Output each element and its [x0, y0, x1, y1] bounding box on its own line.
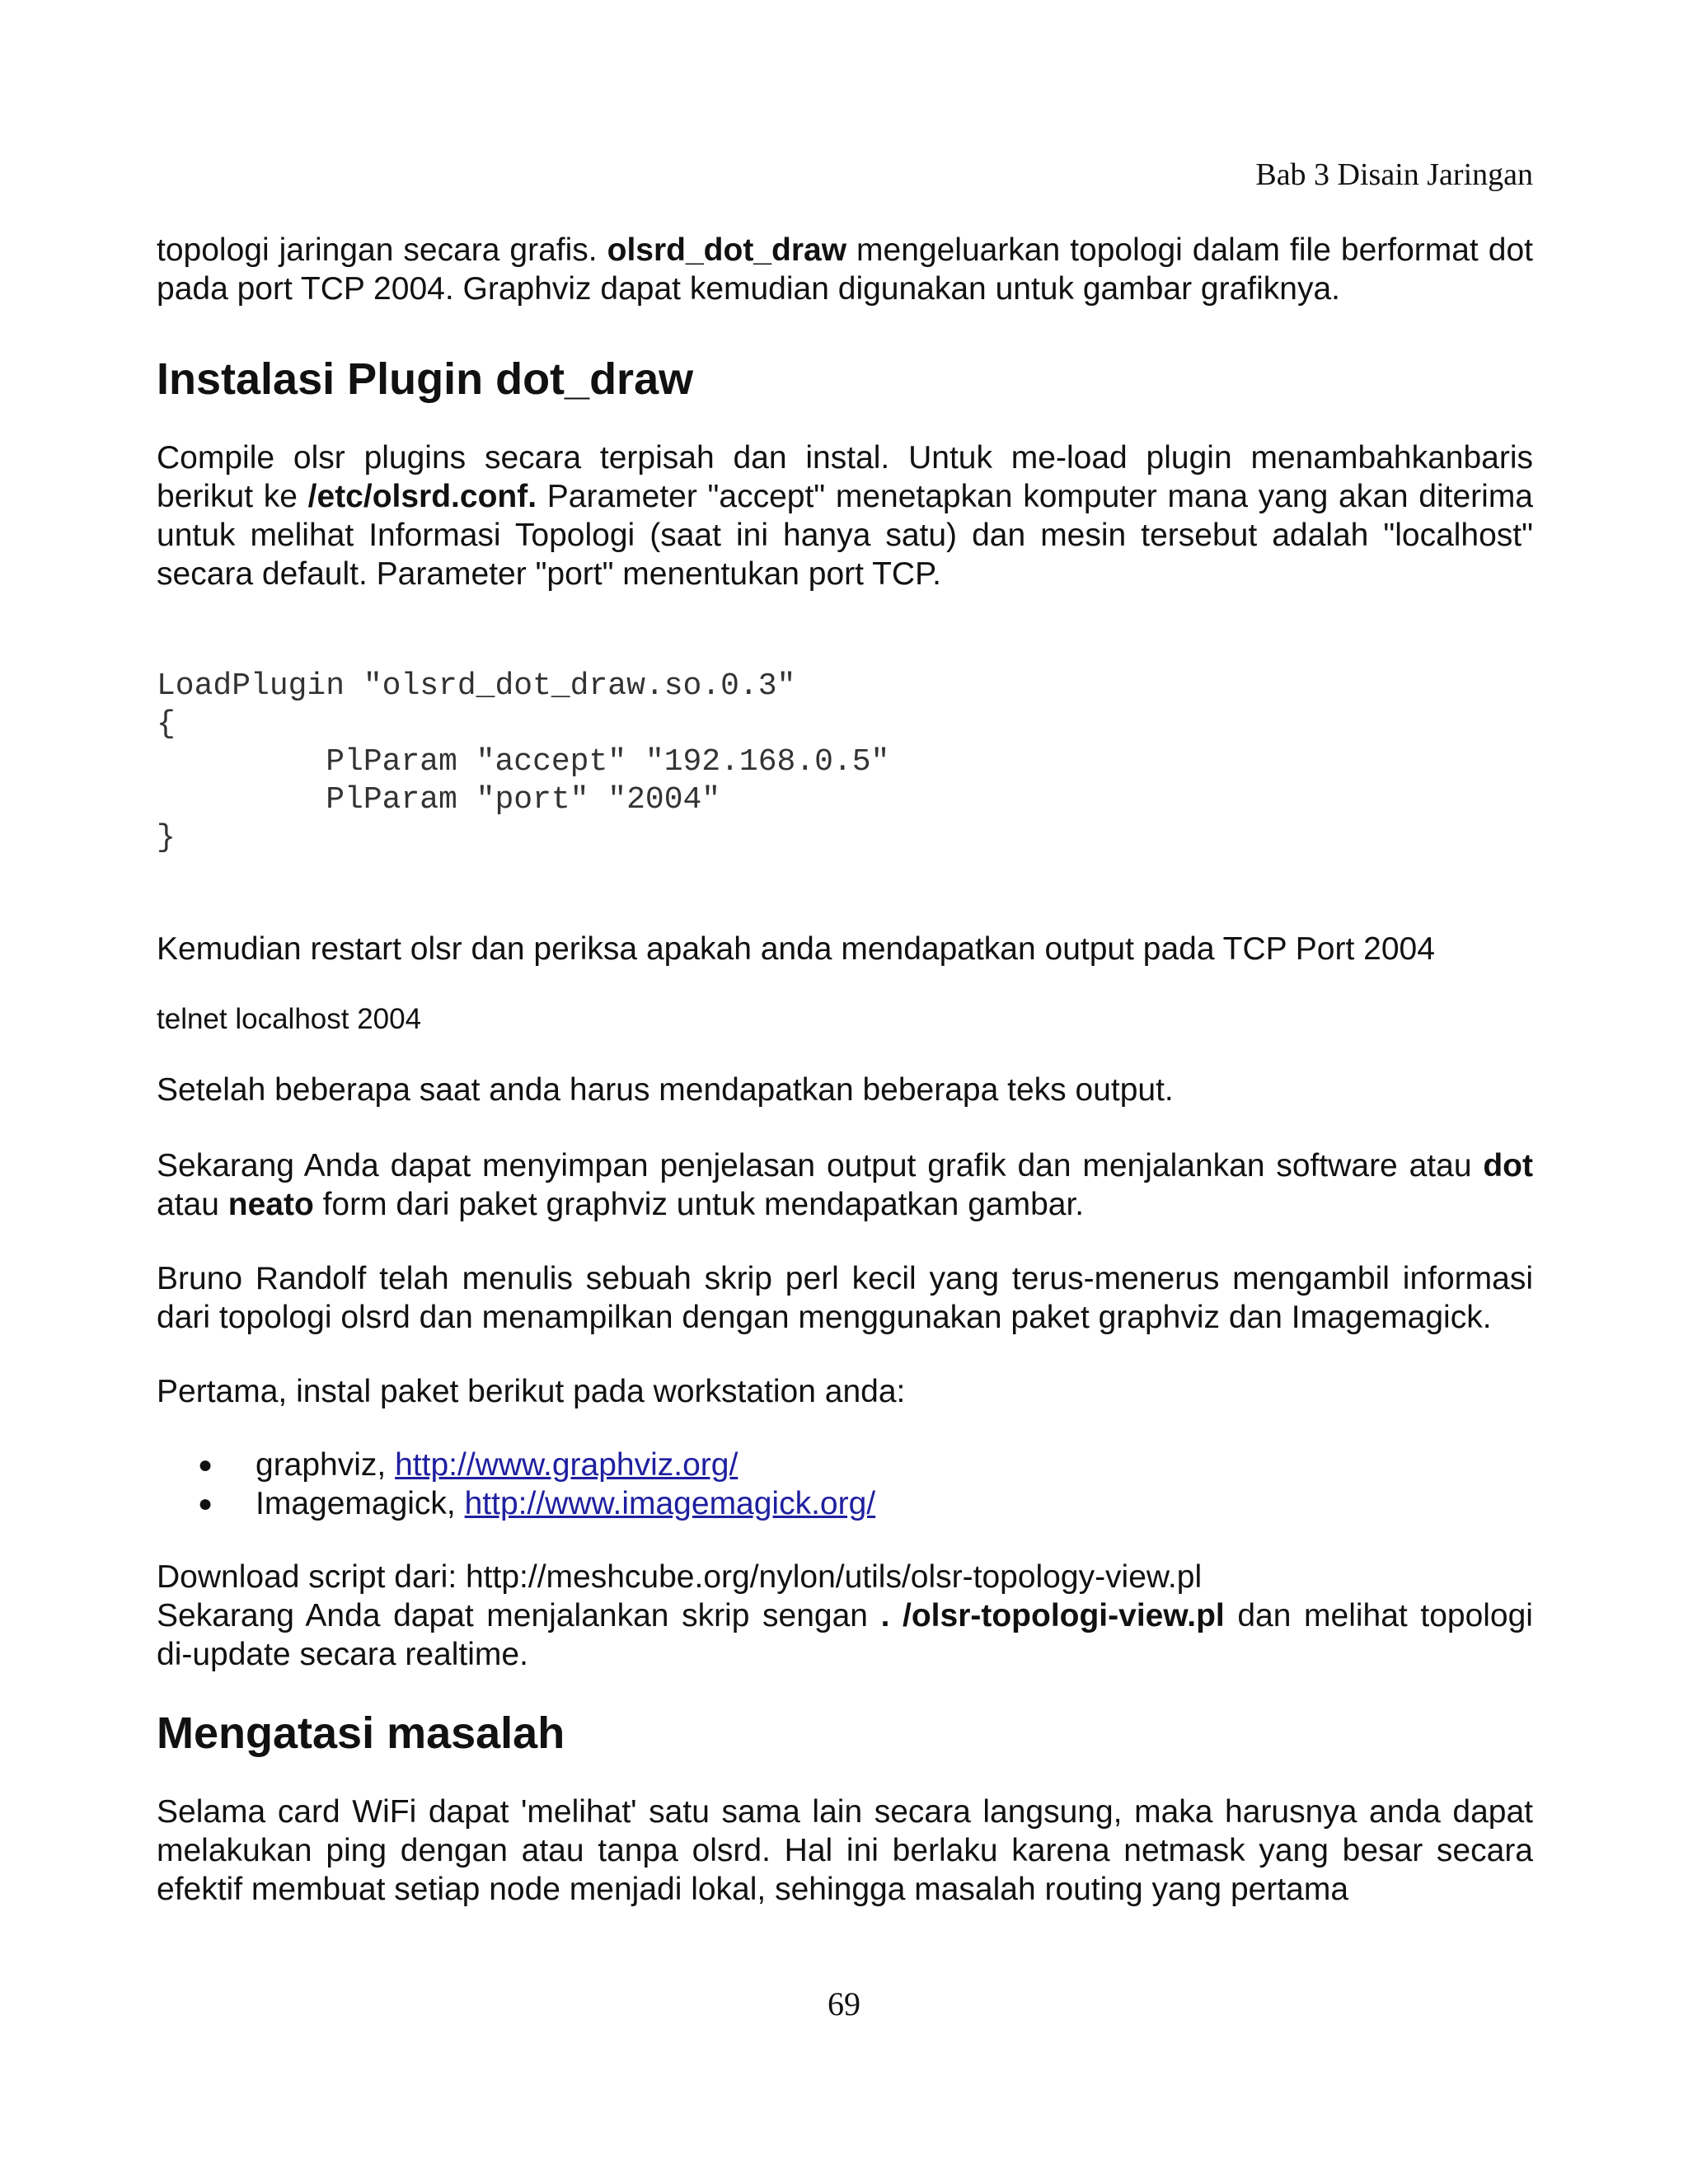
- code-line: LoadPlugin "olsrd_dot_draw.so.0.3": [157, 668, 796, 704]
- troubleshooting-paragraph: Selama card WiFi dapat 'melihat' satu sama lain secara langsung, maka harusnya anda dapat melakukan ping dengan atau tanpa olsrd. Hal ini berlaku karena netmask yang besar secara efektif membuat setiap node menjadi lokal, sehingga masalah routing yang pertama: [157, 1794, 1533, 1907]
- install-text: Compile olsr plugins secara terpisah dan instal. Untuk me-load plugin menambahkanbaris berikut ke: [157, 440, 1533, 514]
- intro-text: topologi jaringan secara grafis.: [157, 232, 607, 268]
- bullet-icon: ●: [198, 1451, 213, 1479]
- run-script-text-continued: dan melihat topologi di-update secara realtime.: [157, 1598, 1533, 1672]
- running-header: Bab 3 Disain Jaringan: [1255, 157, 1533, 192]
- list-item: [157, 1446, 1533, 1484]
- list-item: [157, 1484, 1533, 1523]
- bullet-icon: ●: [198, 1490, 213, 1517]
- code-block: [157, 668, 1533, 857]
- page-number: 69: [828, 1985, 860, 2022]
- run-script-paragraph: [157, 1596, 1533, 1674]
- download-paragraph: Download script dari: http://meshcube.org/nylon/utils/olsr-topology-view.pl: [157, 1559, 1203, 1595]
- code-line: {: [157, 706, 176, 742]
- imagemagick-link[interactable]: http://www.imagemagick.org/: [464, 1486, 876, 1521]
- section-heading-troubleshooting: Mengatasi masalah: [157, 1708, 565, 1758]
- neato-term: neato: [227, 1187, 314, 1222]
- script-command: . /olsr-topologi-view.pl: [880, 1598, 1225, 1633]
- code-line: PlParam "accept" "192.168.0.5": [157, 744, 890, 780]
- install-text-continued: Parameter "accept" menetapkan komputer mana yang akan diterima untuk melihat Informasi Topologi (saat ini hanya satu) dan mesin tersebut adalah "localhost" secara default. Parameter "port" menentukan port TCP.: [157, 479, 1534, 592]
- config-file-path: /etc/olsrd.conf.: [307, 479, 537, 514]
- intro-text-continued: mengeluarkan topologi dalam file berformat dot pada port TCP 2004. Graphviz dapat kemudian digunakan untuk gambar grafiknya.: [157, 232, 1533, 307]
- intro-bold-term: olsrd_dot_draw: [607, 232, 847, 268]
- graphviz-text-or: atau: [157, 1187, 228, 1222]
- list-item-label: Imagemagick,: [256, 1486, 465, 1521]
- code-line: PlParam "port" "2004": [157, 782, 721, 818]
- intro-paragraph: [157, 231, 1533, 308]
- package-list: [157, 1446, 1533, 1523]
- graphviz-text: Sekarang Anda dapat menyimpan penjelasan output grafik dan menjalankan software atau: [157, 1148, 1484, 1183]
- restart-paragraph: Kemudian restart olsr dan periksa apakah anda mendapatkan output pada TCP Port 2004: [157, 931, 1435, 967]
- perl-script-paragraph: Bruno Randolf telah menulis sebuah skrip perl kecil yang terus-menerus mengambil informasi dari topologi olsrd dan menampilkan dengan menggunakan paket graphviz dan Imagemagick.: [157, 1261, 1533, 1335]
- graphviz-link[interactable]: http://www.graphviz.org/: [395, 1447, 738, 1483]
- graphviz-text-continued: form dari paket graphviz untuk mendapatkan gambar.: [313, 1187, 1085, 1222]
- section-heading-dot-draw: Instalasi Plugin dot_draw: [157, 354, 694, 404]
- dot-term: dot: [1483, 1148, 1533, 1183]
- graphviz-paragraph: [157, 1146, 1533, 1224]
- output-paragraph: Setelah beberapa saat anda harus mendapatkan beberapa teks output.: [157, 1072, 1174, 1108]
- run-script-text: Sekarang Anda dapat menjalankan skrip sengan: [157, 1598, 881, 1633]
- page-content: [157, 231, 1533, 1909]
- code-line: }: [157, 820, 176, 855]
- install-packages-paragraph: Pertama, instal paket berikut pada workstation anda:: [157, 1374, 906, 1409]
- install-paragraph: [157, 438, 1533, 593]
- telnet-command: telnet localhost 2004: [157, 1003, 422, 1035]
- list-item-label: graphviz,: [256, 1447, 396, 1483]
